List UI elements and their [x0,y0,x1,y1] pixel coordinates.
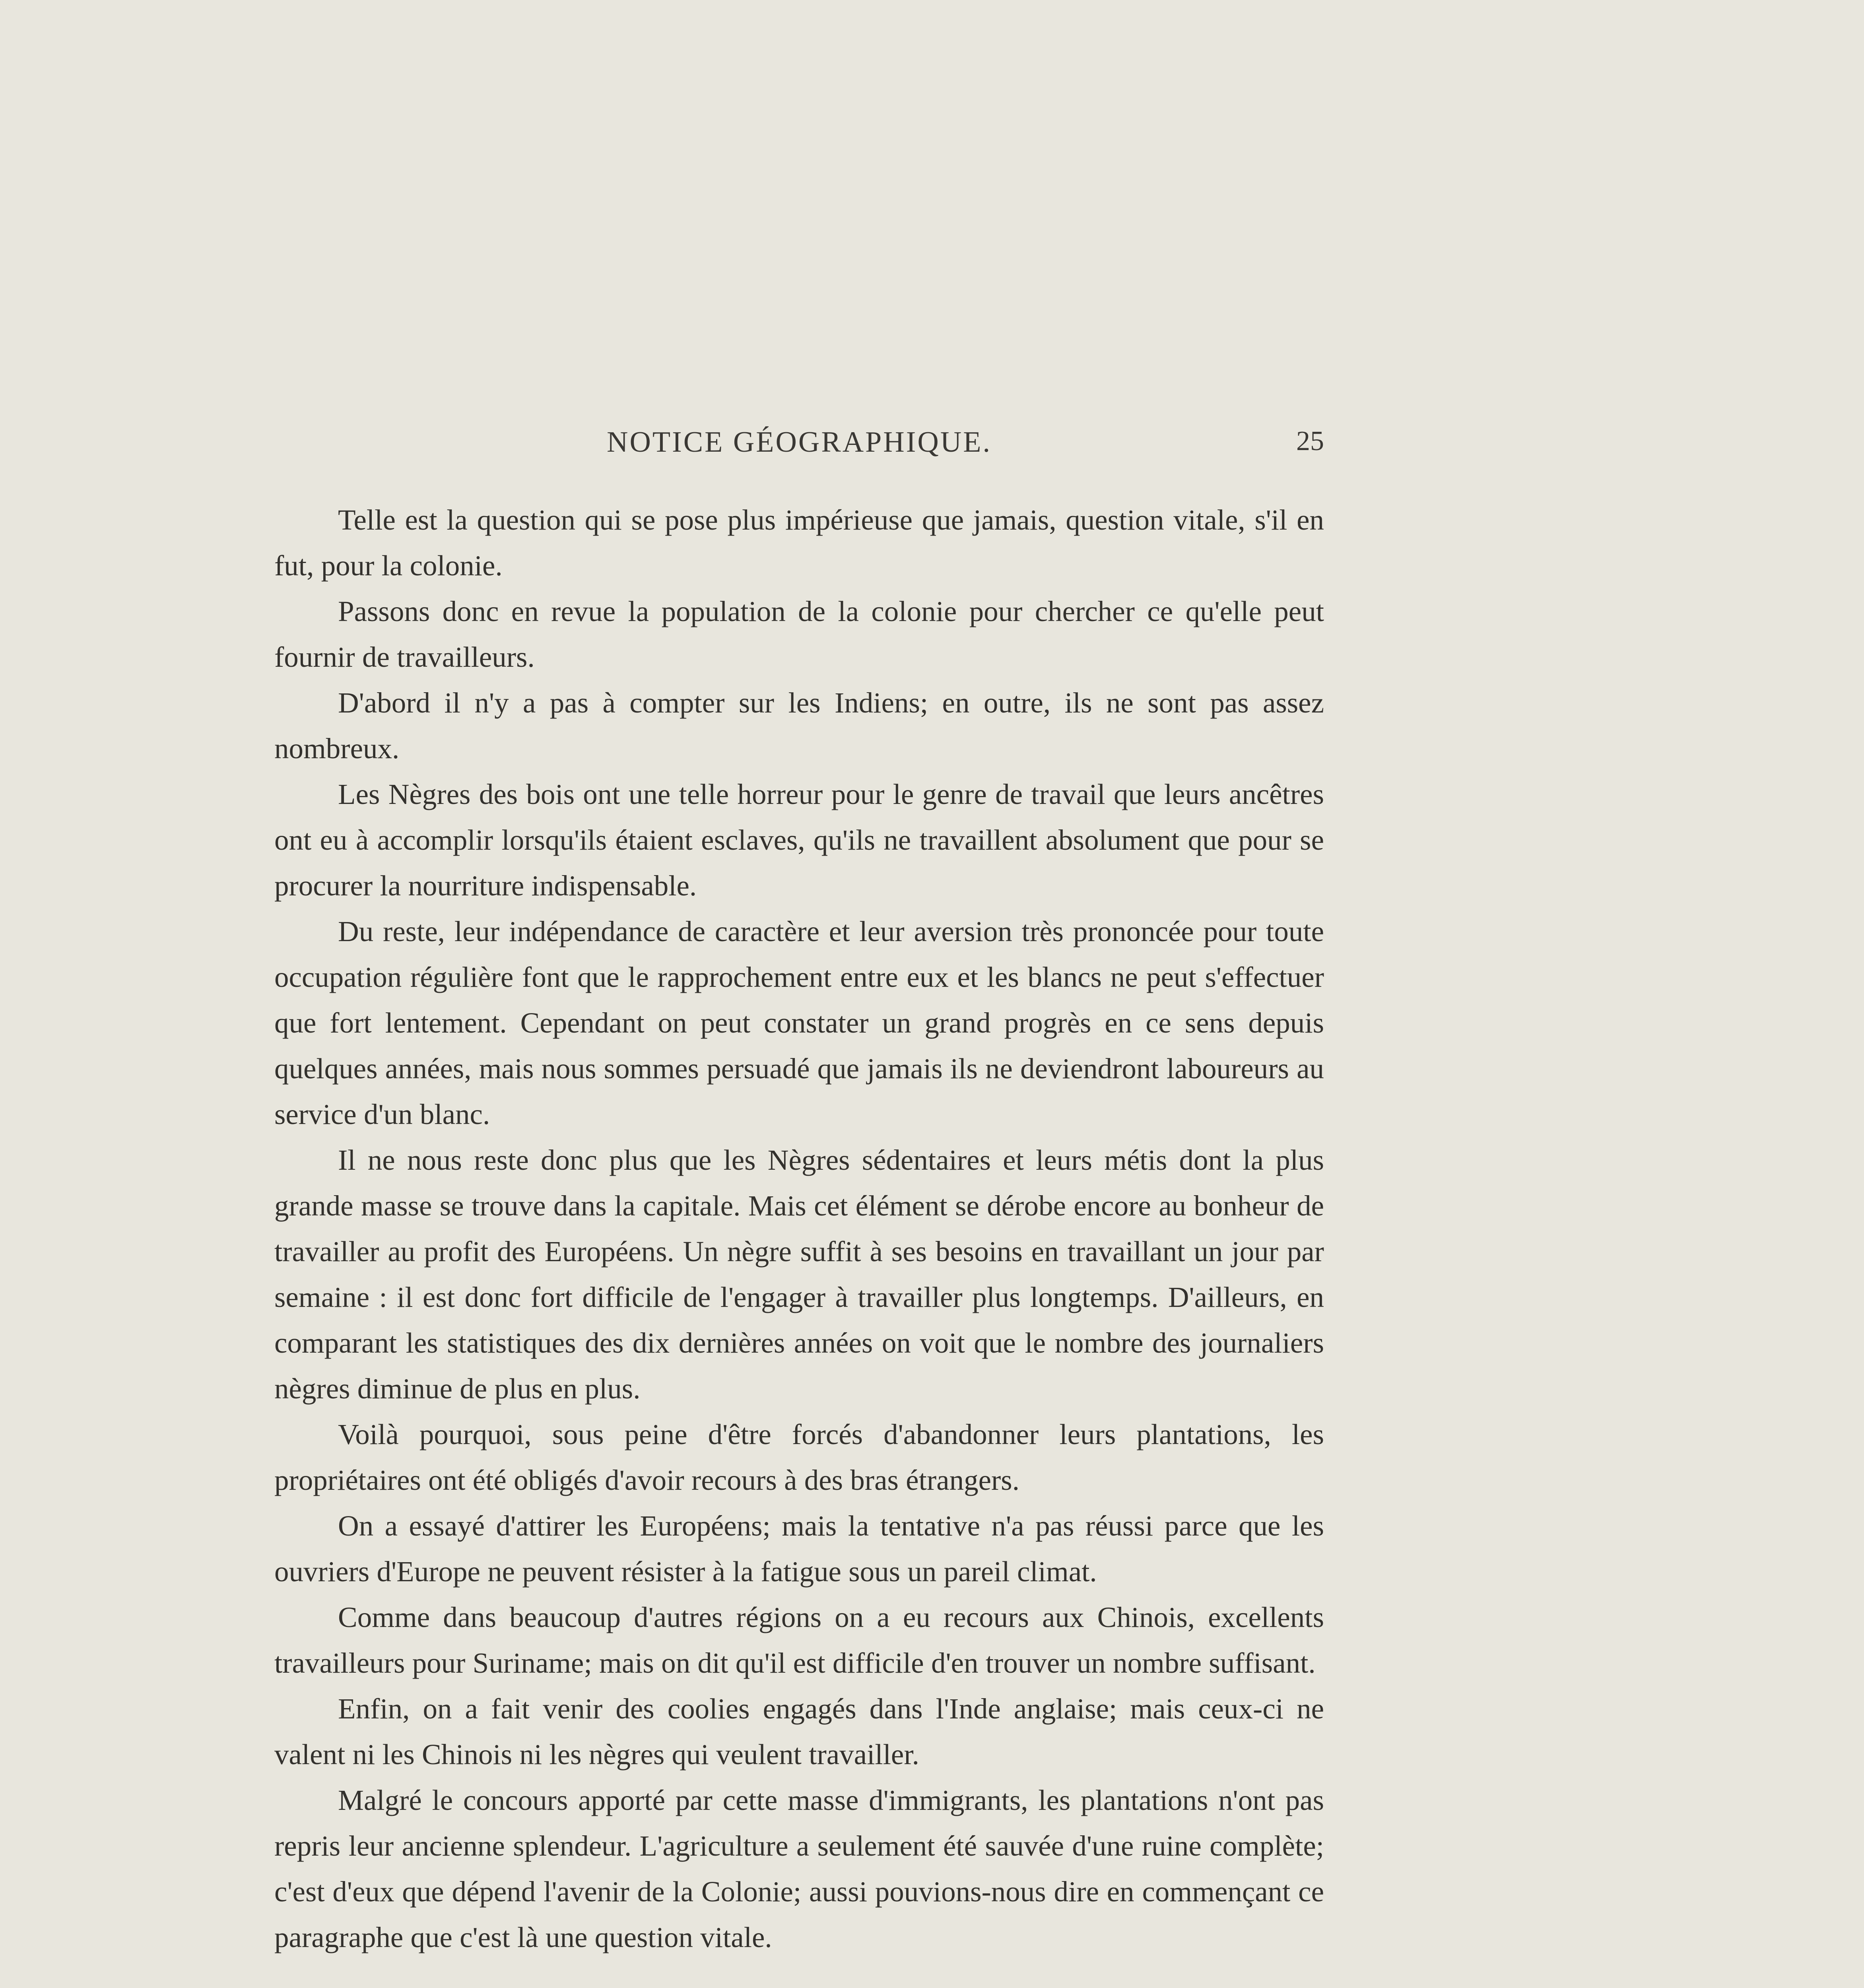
paragraph: Il ne nous reste donc plus que les Nègres sédentaires et leurs métis dont la plus grande masse se trouve dans la capitale. Mais cet élément se dérobe encore au bonheur de travailler au profit des Européens. Un nègre suffit à ses besoins en travaillant un jour par semaine : il est donc fort difficile de l'engager à travailler plus longtemps. D'ailleurs, en comparant les statistiques des dix dernières années on voit que le nombre des journaliers nègres diminue de plus en plus. [274,1144,1324,1405]
paragraph: On a essayé d'attirer les Européens; mais la tentative n'a pas réussi parce que les ouvriers d'Europe ne peuvent résister à la fatigue sous un pareil climat. [274,1510,1324,1588]
running-head [274,425,1324,469]
paragraph: Les Nègres des bois ont une telle horreur pour le genre de travail que leurs ancêtres ont eu à accomplir lorsqu'ils étaient esclaves, qu'ils ne travaillent absolument que pour se procurer la nourriture indispensable. [274,778,1324,902]
paragraph: Du reste, leur indépendance de caractère et leur aversion très prononcée pour toute occupation régulière font que le rapprochement entre eux et les blancs ne peut s'effectuer que fort lentement. Cependant on peut constater un grand progrès en ce sens depuis quelques années, mais nous sommes persuadé que jamais ils ne deviendront laboureurs au service d'un blanc. [274,915,1324,1130]
paragraph: Enfin, on a fait venir des coolies engagés dans l'Inde anglaise; mais ceux-ci ne valent ni les Chinois ni les nègres qui veulent travailler. [274,1693,1324,1771]
body-text [274,497,1324,1960]
paragraph: Comme dans beaucoup d'autres régions on a eu recours aux Chinois, excellents travailleurs pour Suriname; mais on dit qu'il est difficile d'en trouver un nombre suffisant. [274,1601,1324,1679]
paragraph: Telle est la question qui se pose plus impérieuse que jamais, question vitale, s'il en fut, pour la colonie. [274,504,1324,582]
paragraph: Malgré le concours apporté par cette masse d'immigrants, les plantations n'ont pas repris leur ancienne splendeur. L'agriculture a seulement été sauvée d'une ruine complète; c'est d'eux que dépend l'avenir de la Colonie; aussi pouvions-nous dire en commençant ce paragraphe que c'est là une question vitale. [274,1784,1324,1953]
paragraph: Passons donc en revue la population de la colonie pour chercher ce qu'elle peut fournir de travailleurs. [274,595,1324,673]
paragraph: D'abord il n'y a pas à compter sur les Indiens; en outre, ils ne sont pas assez nombreux. [274,687,1324,765]
running-title: NOTICE GÉOGRAPHIQUE. [607,426,992,458]
page-number: 25 [1296,426,1324,456]
paragraph: Voilà pourquoi, sous peine d'être forcés d'abandonner leurs plantations, les propriétaires ont été obligés d'avoir recours à des bras étrangers. [274,1418,1324,1496]
